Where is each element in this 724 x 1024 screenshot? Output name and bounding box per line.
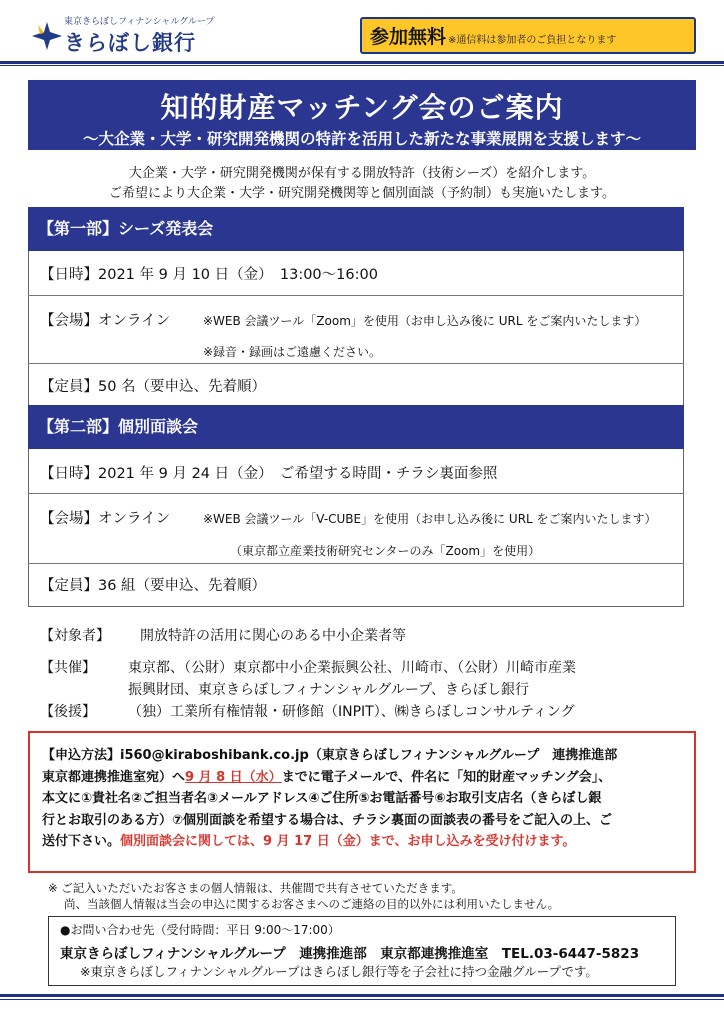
application-box bbox=[28, 731, 696, 873]
part2-venue-note-2: （東京都立産業技術研究センターのみ「Zoom」を使用） bbox=[230, 544, 541, 558]
apply-line-1: 【申込方法】i560@kiraboshibank.co.jp（東京きらぼしフィナンシャルグループ 連携推進部 bbox=[42, 748, 618, 763]
privacy-note-1: ※ ご記入いただいたお客さまの個人情報は、共催間で共有させていただきます。 bbox=[48, 881, 463, 895]
intro-line-1: 大企業・大学・研究開発機関が保有する開放特許（技術シーズ）を紹介します。 bbox=[128, 166, 596, 181]
contact-note: ※東京きらぼしフィナンシャルグループはきらぼし銀行等を子会社に持つ金融グループです。 bbox=[80, 964, 598, 979]
part1-venue-note-2: ※録音・録画はご遠慮ください。 bbox=[203, 345, 382, 359]
kiraboshi-star-logo-icon bbox=[32, 22, 62, 50]
part1-heading: 【第一部】シーズ発表会 bbox=[28, 207, 684, 251]
contact-department: 東京きらぼしフィナンシャルグループ 連携推進部 東京都連携推進室 TEL.03-6447-5823 bbox=[60, 946, 640, 962]
support-label: 【後援】 bbox=[40, 704, 96, 720]
bank-name: きらぼし銀行 bbox=[64, 31, 196, 55]
free-participation-badge bbox=[360, 17, 696, 54]
free-label: 参加無料 bbox=[370, 26, 447, 48]
part2-capacity: 【定員】36 組（要申込、先着順） bbox=[40, 578, 267, 594]
row-divider bbox=[28, 563, 684, 564]
part2-venue: 【会場】オンライン bbox=[40, 511, 171, 527]
target-label: 【対象者】 bbox=[40, 628, 110, 644]
header-rule bbox=[0, 61, 724, 64]
intro-line-2: ご希望により大企業・大学・研究開発機関等と個別面談（予約制）も実施いたします。 bbox=[109, 186, 615, 201]
footer-rule bbox=[0, 994, 724, 997]
free-note: ※通信料は参加者のご負担となります bbox=[448, 35, 617, 46]
title-banner bbox=[28, 80, 696, 150]
row-divider bbox=[28, 493, 684, 494]
target-text: 開放特許の活用に関心のある中小企業者等 bbox=[140, 628, 406, 644]
privacy-note-2: 尚、当該個人情報は当会の申込に関するお客さまへのご連絡の目的以外には利用いたしません。 bbox=[64, 897, 560, 911]
apply-deadline: 9 月 8 日（水） bbox=[185, 769, 282, 785]
apply-line-5: 送付下さい。個別面談会に関しては、9 月 17 日（金）まで、お申し込みを受け付けます。 bbox=[42, 834, 576, 849]
host-line-2: 振興財団、東京きらぼしフィナンシャルグループ、きらぼし銀行 bbox=[128, 682, 530, 698]
support-text: （独）工業所有権情報・研修館（INPIT）、㈱きらぼしコンサルティング bbox=[128, 704, 575, 720]
part1-venue-note-1: ※WEB 会議ツール「Zoom」を使用（お申し込み後に URL をご案内いたします） bbox=[203, 314, 647, 328]
footer-rule-thin bbox=[0, 999, 724, 1000]
part1-venue: 【会場】オンライン bbox=[40, 313, 171, 329]
apply-line-2: 東京都連携推進室宛）へ9 月 8 日（水）までに電子メールで、件名に「知的財産マッチング会」、 bbox=[42, 769, 612, 785]
apply-line-4: 行とお取引のある方）⑦個別面談を希望する場合は、チラシ裏面の面談表の番号をご記入の上、ご bbox=[42, 812, 613, 828]
page-subtitle: ～大企業・大学・研究開発機関の特許を活用した新たな事業展開を支援します～ bbox=[82, 130, 641, 148]
contact-hours: ●お問い合わせ先（受付時間：平日 9:00～17:00） bbox=[60, 923, 340, 937]
part1-date: 【日時】2021 年 9 月 10 日（金） 13:00～16:00 bbox=[40, 267, 378, 283]
part2-heading: 【第二部】個別面談会 bbox=[28, 405, 684, 449]
group-name: 東京きらぼしフィナンシャルグループ bbox=[64, 17, 215, 27]
host-line-1: 東京都、（公財）東京都中小企業振興公社、川崎市、（公財）川崎市産業 bbox=[128, 660, 576, 676]
part1-capacity: 【定員】50 名（要申込、先着順） bbox=[40, 379, 267, 395]
row-divider bbox=[28, 295, 684, 296]
page-title: 知的財産マッチング会のご案内 bbox=[160, 91, 564, 124]
header-rule-thin bbox=[0, 65, 724, 66]
row-divider bbox=[28, 363, 684, 364]
host-label: 【共催】 bbox=[40, 660, 96, 676]
apply-line-3: 本文に①貴社名②ご担当者名③メールアドレス④ご住所⑤お電話番号⑥お取引支店名（きらぼし銀 bbox=[42, 791, 602, 806]
part2-date: 【日時】2021 年 9 月 24 日（金） ご希望する時間・チラシ裏面参照 bbox=[40, 466, 498, 482]
part2-venue-note-1: ※WEB 会議ツール「V-CUBE」を使用（お申し込み後に URL をご案内いたします） bbox=[203, 512, 657, 526]
apply-interview-deadline: 個別面談会に関しては、9 月 17 日（金）まで、お申し込みを受け付けます。 bbox=[120, 834, 576, 849]
